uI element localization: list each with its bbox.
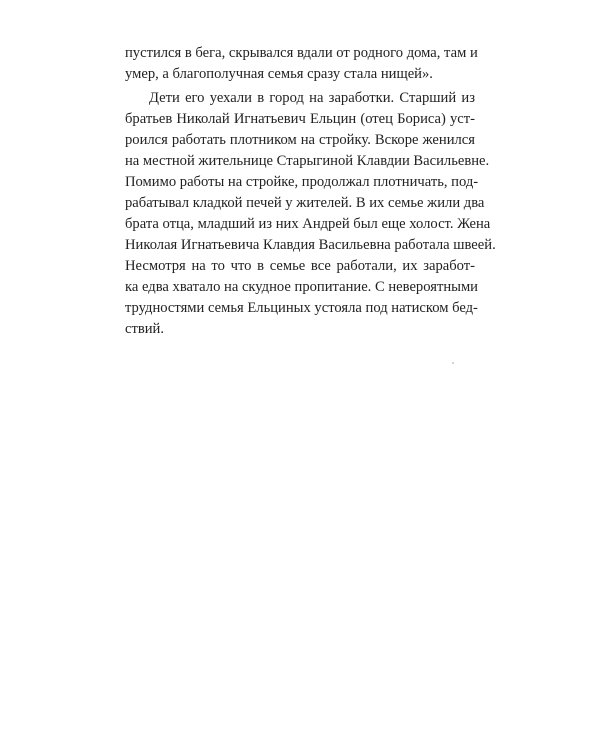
paper-speck — [452, 362, 454, 364]
text-line: пустился в бега, скрывался вдали от родного дома, там и — [125, 45, 478, 61]
paragraph-2 — [125, 88, 496, 340]
text-line: брата отца, младший из них Андрей был еще холост. Жена — [125, 216, 491, 232]
text-line: роился работать плотником на стройку. Вскоре женился — [125, 132, 475, 148]
text-line: братьев Николай Игнатьевич Ельцин (отец Бориса) уст- — [125, 111, 475, 127]
text-line: Николая Игнатьевича Клавдия Васильевна работала швеей. — [125, 237, 496, 253]
text-line: на местной жительнице Старыгиной Клавдии Васильевне. — [125, 153, 490, 169]
text-line: ствий. — [125, 321, 165, 337]
text-line: Помимо работы на стройке, продолжал плотничать, под- — [125, 174, 479, 190]
body-text — [125, 43, 496, 340]
text-line: трудностями семья Ельциных устояла под натиском бед- — [125, 300, 478, 316]
text-line: ка едва хватало на скудное пропитание. С невероятными — [125, 279, 478, 295]
text-line: рабатывал кладкой печей у жителей. В их семье жили два — [125, 195, 485, 211]
paragraph-1 — [125, 43, 478, 85]
text-line: умер, а благополучная семья сразу стала нищей». — [125, 66, 433, 82]
text-line: Несмотря на то что в семье все работали, их заработ- — [125, 258, 475, 274]
text-line: Дети его уехали в город на заработки. Старший из — [149, 90, 475, 106]
